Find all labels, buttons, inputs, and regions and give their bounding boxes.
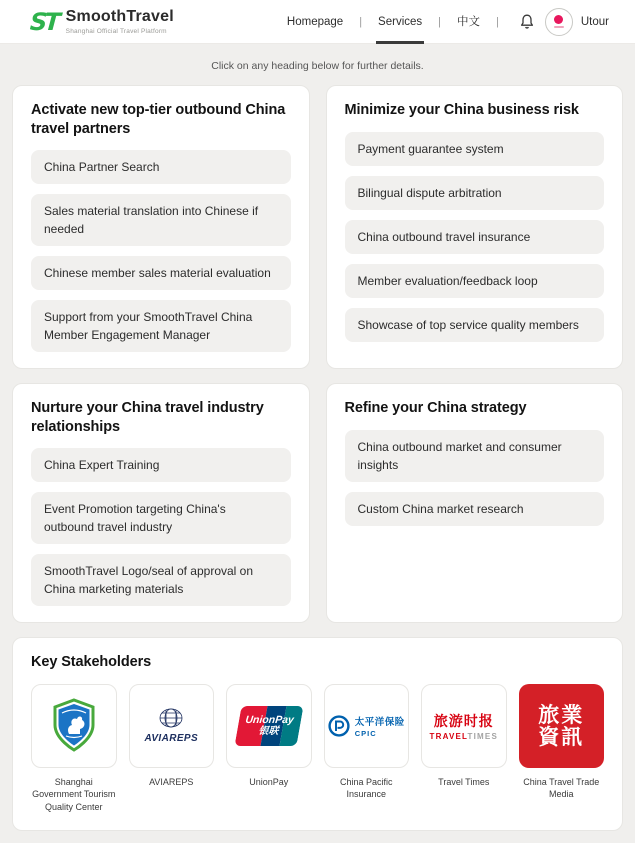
user-name[interactable]: Utour [580, 15, 609, 28]
service-item[interactable]: China Expert Training [31, 448, 291, 482]
card-heading[interactable]: Refine your China strategy [344, 400, 527, 417]
card-minimize-risk [326, 85, 624, 369]
nav-link-chinese[interactable]: 中文 [457, 15, 481, 28]
card-heading[interactable]: Nurture your China travel industry relationships [31, 400, 264, 435]
stakeholder-caption: China Pacific Insurance [339, 776, 393, 800]
service-item[interactable]: China Partner Search [31, 150, 291, 184]
card-item-list [345, 430, 605, 526]
service-cards-grid [12, 85, 623, 623]
card-nurture-relationships [12, 383, 310, 623]
stakeholder-aviareps [129, 684, 215, 814]
instruction-note: Click on any heading below for further details. [211, 60, 424, 72]
brand-logo[interactable] [30, 8, 174, 35]
service-item[interactable]: Custom China market research [345, 492, 605, 526]
shanghai-gov-shield-icon[interactable] [31, 684, 117, 768]
nav-link-homepage[interactable]: Homepage [286, 15, 344, 28]
utour-logo-icon [554, 15, 563, 24]
service-item[interactable]: Showcase of top service quality members [345, 308, 605, 342]
nav-link-services[interactable]: Services [370, 0, 430, 44]
aviareps-logo-icon[interactable] [129, 684, 215, 768]
nav-separator: | [359, 15, 363, 28]
cpic-chinese-wordmark: 太平洋保险 [354, 716, 405, 728]
main-nav [279, 0, 609, 44]
main-content [0, 44, 635, 843]
service-item[interactable]: China outbound travel insurance [345, 220, 605, 254]
service-item[interactable]: SmoothTravel Logo/seal of approval on China marketing materials [31, 554, 291, 606]
service-item[interactable]: Sales material translation into Chinese if needed [31, 194, 291, 246]
utour-logo-icon [554, 26, 564, 28]
header [0, 0, 635, 44]
user-avatar[interactable] [545, 8, 573, 36]
cttm-wordmark-row1: 旅業 [538, 701, 585, 727]
smoothtravel-logo-icon: ST [29, 7, 59, 36]
stakeholder-caption: Shanghai Government Tourism Quality Center [32, 776, 116, 812]
travel-times-wordmark-travel: TRAVEL [429, 731, 468, 741]
unionpay-logo-icon[interactable] [226, 684, 312, 768]
stakeholder-caption: UnionPay [249, 776, 289, 787]
card-item-list [31, 448, 291, 606]
brand-tagline: Shanghai Official Travel Platform [65, 27, 167, 35]
service-item[interactable]: China outbound market and consumer insights [345, 430, 605, 482]
stakeholder-shanghai-gov [31, 684, 117, 814]
service-item[interactable]: Bilingual dispute arbitration [345, 176, 605, 210]
stakeholder-caption: China Travel Trade Media [523, 776, 600, 800]
cpic-logo-icon[interactable] [324, 684, 410, 768]
key-stakeholders-section [12, 637, 623, 830]
stakeholder-logo-row [31, 684, 604, 814]
cttm-wordmark-row2: 資訊 [538, 723, 585, 749]
nav-separator: | [438, 15, 442, 28]
notifications-bell-icon[interactable] [519, 13, 535, 30]
stakeholder-cttm [519, 684, 605, 814]
travel-times-logo-icon[interactable] [421, 684, 507, 768]
aviareps-wordmark: AVIAREPS [144, 733, 199, 745]
service-item[interactable]: Event Promotion targeting China's outbound travel industry [31, 492, 291, 544]
service-item[interactable]: Payment guarantee system [345, 132, 605, 166]
unionpay-chinese-wordmark: 银联 [257, 725, 279, 737]
unionpay-wordmark: UnionPay [244, 713, 295, 726]
card-heading[interactable]: Minimize your China business risk [344, 102, 579, 118]
stakeholder-cpic [324, 684, 410, 814]
card-refine-strategy [326, 383, 624, 623]
service-item[interactable]: Member evaluation/feedback loop [345, 264, 605, 298]
travel-times-wordmark-times: TIMES [467, 731, 498, 741]
stakeholder-caption: Travel Times [438, 776, 490, 787]
stakeholder-travel-times [421, 684, 507, 814]
travel-times-chinese-wordmark: 旅游时报 [433, 712, 494, 729]
china-travel-trade-media-logo-icon[interactable] [519, 684, 605, 768]
card-heading[interactable]: Activate new top-tier outbound China travel partners [31, 102, 286, 137]
nav-separator: | [496, 15, 499, 28]
brand-name: SmoothTravel [65, 8, 174, 26]
card-activate-partners [12, 85, 310, 369]
service-item[interactable]: Chinese member sales material evaluation [31, 256, 291, 290]
card-item-list [345, 132, 605, 342]
stakeholder-unionpay [226, 684, 312, 814]
stakeholder-caption: AVIAREPS [149, 776, 194, 787]
cpic-wordmark: CPIC [354, 728, 377, 738]
stakeholders-heading: Key Stakeholders [31, 654, 152, 671]
card-item-list [31, 150, 291, 352]
service-item[interactable]: Support from your SmoothTravel China Member Engagement Manager [31, 300, 291, 352]
